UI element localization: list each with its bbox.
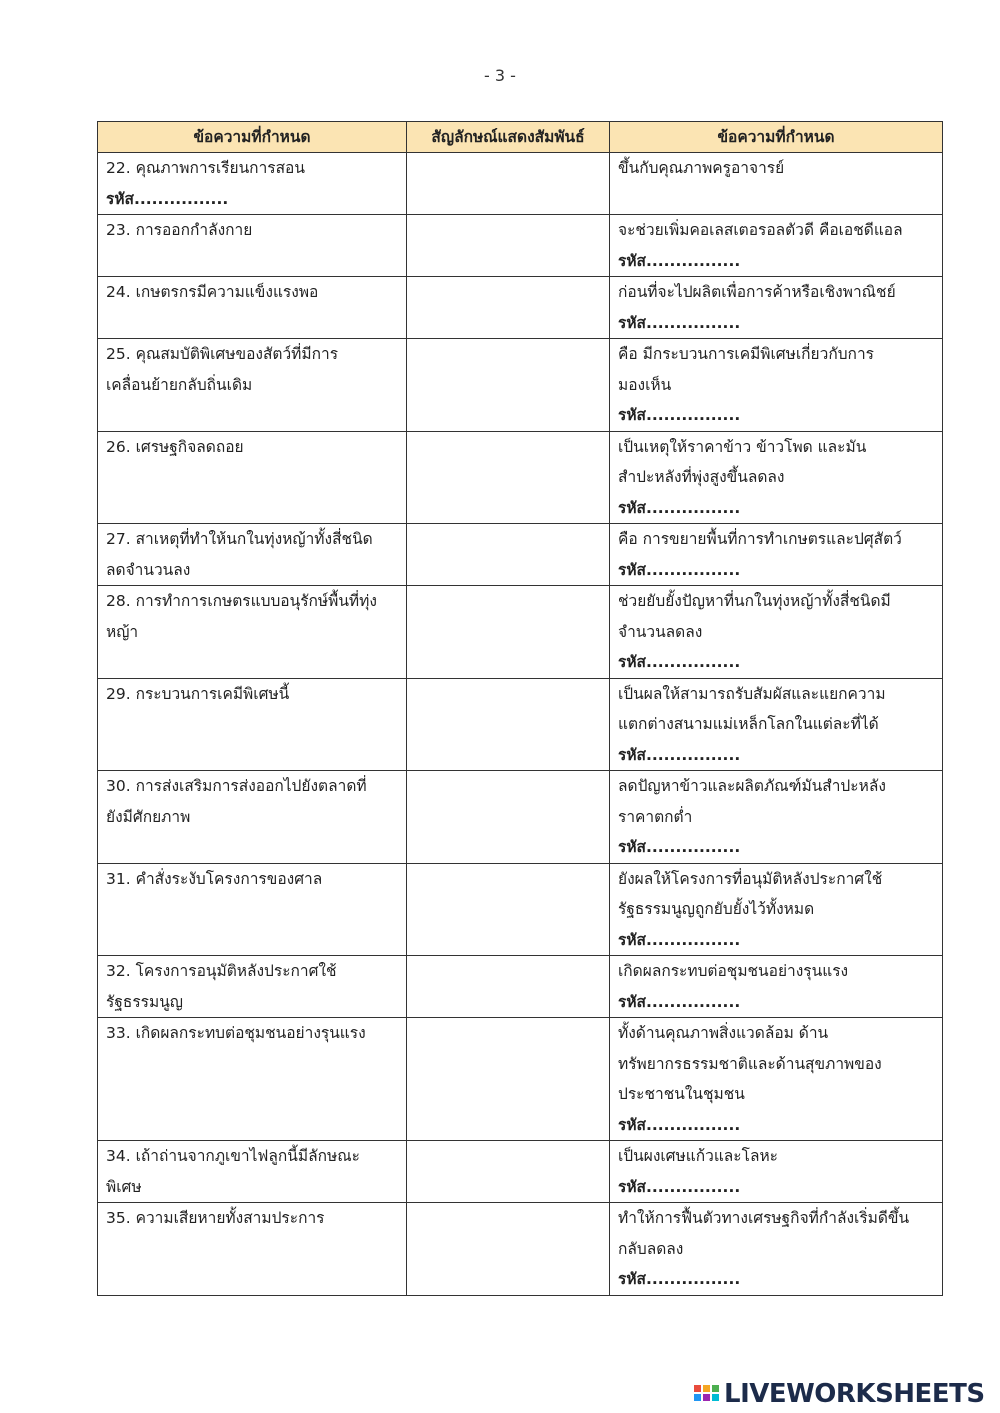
code-answer-blank[interactable]: รหัส................: [618, 560, 741, 579]
relation-symbol-input[interactable]: [407, 678, 610, 771]
given-text-left-cell: [98, 956, 407, 1018]
table-row: [98, 277, 943, 339]
given-text-left-cell: [98, 586, 407, 679]
given-text-left-cell: [98, 339, 407, 432]
given-text-right-cell: [610, 339, 943, 432]
given-text-line: 24. เกษตรกรมีความแข็งแรงพอ: [106, 283, 319, 301]
given-text-line: ก่อนที่จะไปผลิตเพื่อการค้าหรือเชิงพาณิชย์: [618, 283, 896, 301]
given-text-line: เคลื่อนย้ายกลับถิ่นเดิม: [106, 375, 253, 394]
code-answer-blank[interactable]: รหัส................: [106, 189, 229, 208]
given-text-left-cell: [98, 1018, 407, 1141]
given-text-right-cell: [610, 1018, 943, 1141]
given-text-line: ราคาตกต่ำ: [618, 807, 693, 826]
given-text-line: ช่วยยับยั้งปัญหาที่นกในทุ่งหญ้าทั้งสี่ชนิดมี: [618, 592, 891, 610]
given-text-line: ลดจำนวนลง: [106, 560, 191, 579]
liveworksheets-brand-text: LIVEWORKSHEETS: [724, 1379, 985, 1409]
relation-symbol-input[interactable]: [407, 431, 610, 524]
table-header-row: [98, 122, 943, 153]
table-row: [98, 1018, 943, 1141]
relation-symbol-input[interactable]: [407, 1141, 610, 1203]
given-text-right-cell: [610, 1203, 943, 1296]
table-row: [98, 153, 943, 215]
given-text-line: 35. ความเสียหายทั้งสามประการ: [106, 1209, 325, 1227]
relation-symbol-input[interactable]: [407, 153, 610, 215]
page-number: - 3 -: [484, 66, 516, 85]
matching-table: [97, 121, 943, 1296]
table-row: [98, 771, 943, 864]
given-text-right-cell: [610, 277, 943, 339]
table-row: [98, 586, 943, 679]
given-text-line: 33. เกิดผลกระทบต่อชุมชนอย่างรุนแรง: [106, 1024, 366, 1042]
code-answer-blank[interactable]: รหัส................: [618, 1177, 741, 1196]
given-text-line: ทั้งด้านคุณภาพสิ่งแวดล้อม ด้าน: [618, 1024, 829, 1042]
header-given-text-right: ข้อความที่กำหนด: [610, 122, 943, 153]
given-text-left-cell: [98, 1203, 407, 1296]
given-text-line: คือ มีกระบวนการเคมีพิเศษเกี่ยวกับการ: [618, 345, 874, 363]
logo-square: [694, 1394, 701, 1401]
given-text-line: 27. สาเหตุที่ทำให้นกในทุ่งหญ้าทั้งสี่ชนิด: [106, 530, 373, 548]
relation-symbol-input[interactable]: [407, 956, 610, 1018]
given-text-line: เป็นผลให้สามารถรับสัมผัสและแยกความ: [618, 684, 886, 703]
given-text-line: จำนวนลดลง: [618, 622, 703, 641]
given-text-line: 30. การส่งเสริมการส่งออกไปยังตลาดที่: [106, 777, 367, 795]
given-text-line: 23. การออกกำลังกาย: [106, 221, 253, 239]
header-given-text-left: ข้อความที่กำหนด: [98, 122, 407, 153]
given-text-line: พิเศษ: [106, 1177, 142, 1196]
given-text-right-cell: [610, 956, 943, 1018]
given-text-line: 26. เศรษฐกิจลดถอย: [106, 437, 244, 456]
code-answer-blank[interactable]: รหัส................: [618, 406, 741, 424]
given-text-left-cell: [98, 215, 407, 277]
table-row: [98, 431, 943, 524]
given-text-line: สำปะหลังที่พุ่งสูงขึ้นลดลง: [618, 468, 785, 486]
given-text-right-cell: [610, 431, 943, 524]
relation-symbol-input[interactable]: [407, 1018, 610, 1141]
given-text-line: แตกต่างสนามแม่เหล็กโลกในแต่ละที่ได้: [618, 715, 879, 733]
given-text-line: ลดปัญหาข้าวและผลิตภัณฑ์มันสำปะหลัง: [618, 777, 886, 795]
relation-symbol-input[interactable]: [407, 586, 610, 679]
given-text-left-cell: [98, 863, 407, 956]
code-answer-blank[interactable]: รหัส................: [618, 930, 741, 949]
given-text-left-cell: [98, 153, 407, 215]
given-text-left-cell: [98, 431, 407, 524]
given-text-line: เป็นเหตุให้ราคาข้าว ข้าวโพด และมัน: [618, 437, 867, 456]
given-text-line: รัฐธรรมนูญถูกยับยั้งไว้ทั้งหมด: [618, 900, 815, 918]
header-relation-symbol: สัญลักษณ์แสดงสัมพันธ์: [407, 122, 610, 153]
given-text-line: 29. กระบวนการเคมีพิเศษนี้: [106, 684, 290, 703]
code-answer-blank[interactable]: รหัส................: [618, 251, 741, 270]
table-row: [98, 863, 943, 956]
given-text-line: หญ้า: [106, 622, 139, 641]
relation-symbol-input[interactable]: [407, 771, 610, 864]
given-text-right-cell: [610, 678, 943, 771]
given-text-right-cell: [610, 153, 943, 215]
given-text-left-cell: [98, 1141, 407, 1203]
relation-symbol-input[interactable]: [407, 277, 610, 339]
logo-square: [712, 1394, 719, 1401]
logo-square: [703, 1385, 710, 1392]
liveworksheets-logo: [694, 1377, 985, 1411]
given-text-left-cell: [98, 678, 407, 771]
given-text-line: มองเห็น: [618, 375, 672, 394]
given-text-line: เป็นผงเศษแก้วและโลหะ: [618, 1147, 778, 1165]
given-text-line: ทำให้การฟื้นตัวทางเศรษฐกิจที่กำลังเริ่มดีขึ้น: [618, 1209, 910, 1227]
code-answer-blank[interactable]: รหัส................: [618, 745, 741, 764]
code-answer-blank[interactable]: รหัส................: [618, 1270, 741, 1288]
table-row: [98, 1203, 943, 1296]
given-text-line: 34. เถ้าถ่านจากภูเขาไฟลูกนี้มีลักษณะ: [106, 1147, 360, 1165]
given-text-right-cell: [610, 586, 943, 679]
given-text-line: เกิดผลกระทบต่อชุมชนอย่างรุนแรง: [618, 962, 849, 980]
given-text-line: 31. คำสั่งระงับโครงการของศาล: [106, 869, 323, 888]
given-text-line: 32. โครงการอนุมัติหลังประกาศใช้: [106, 962, 337, 980]
given-text-left-cell: [98, 277, 407, 339]
relation-symbol-input[interactable]: [407, 1203, 610, 1296]
code-answer-blank[interactable]: รหัส................: [618, 653, 741, 671]
code-answer-blank[interactable]: รหัส................: [618, 992, 741, 1011]
logo-square: [712, 1385, 719, 1392]
liveworksheets-logo-icon: [694, 1380, 722, 1408]
relation-symbol-input[interactable]: [407, 863, 610, 956]
given-text-right-cell: [610, 215, 943, 277]
given-text-line: กลับลดลง: [618, 1239, 684, 1258]
table-body: [98, 153, 943, 1296]
given-text-right-cell: [610, 1141, 943, 1203]
given-text-line: จะช่วยเพิ่มคอเลสเตอรอลตัวดี คือเอชดีแอล: [618, 221, 903, 239]
given-text-line: คือ การขยายพื้นที่การทำเกษตรและปศุสัตว์: [618, 530, 902, 548]
given-text-line: ยังมีศักยภาพ: [106, 807, 191, 826]
table-row: [98, 339, 943, 432]
given-text-line: ยังผลให้โครงการที่อนุมัติหลังประกาศใช้: [618, 869, 883, 888]
given-text-right-cell: [610, 863, 943, 956]
given-text-right-cell: [610, 771, 943, 864]
relation-symbol-input[interactable]: [407, 215, 610, 277]
relation-symbol-input[interactable]: [407, 339, 610, 432]
code-answer-blank[interactable]: รหัส................: [618, 838, 741, 856]
code-answer-blank[interactable]: รหัส................: [618, 1115, 741, 1134]
relation-symbol-input[interactable]: [407, 524, 610, 586]
logo-square: [694, 1385, 701, 1392]
given-text-right-cell: [610, 524, 943, 586]
given-text-line: รัฐธรรมนูญ: [106, 992, 184, 1011]
code-answer-blank[interactable]: รหัส................: [618, 498, 741, 517]
given-text-left-cell: [98, 771, 407, 864]
table-row: [98, 678, 943, 771]
table-row: [98, 1141, 943, 1203]
given-text-line: 28. การทำการเกษตรแบบอนุรักษ์พื้นที่ทุ่ง: [106, 592, 377, 610]
given-text-line: ทรัพยากรธรรมชาติและด้านสุขภาพของ: [618, 1054, 882, 1073]
table-row: [98, 215, 943, 277]
given-text-left-cell: [98, 524, 407, 586]
table-row: [98, 524, 943, 586]
table-row: [98, 956, 943, 1018]
code-answer-blank[interactable]: รหัส................: [618, 313, 741, 332]
given-text-line: ประชาชนในชุมชน: [618, 1085, 745, 1103]
given-text-line: 25. คุณสมบัติพิเศษของสัตว์ที่มีการ: [106, 345, 339, 363]
given-text-line: 22. คุณภาพการเรียนการสอน: [106, 159, 305, 177]
logo-square: [703, 1394, 710, 1401]
given-text-line: ขึ้นกับคุณภาพครูอาจารย์: [618, 159, 785, 177]
